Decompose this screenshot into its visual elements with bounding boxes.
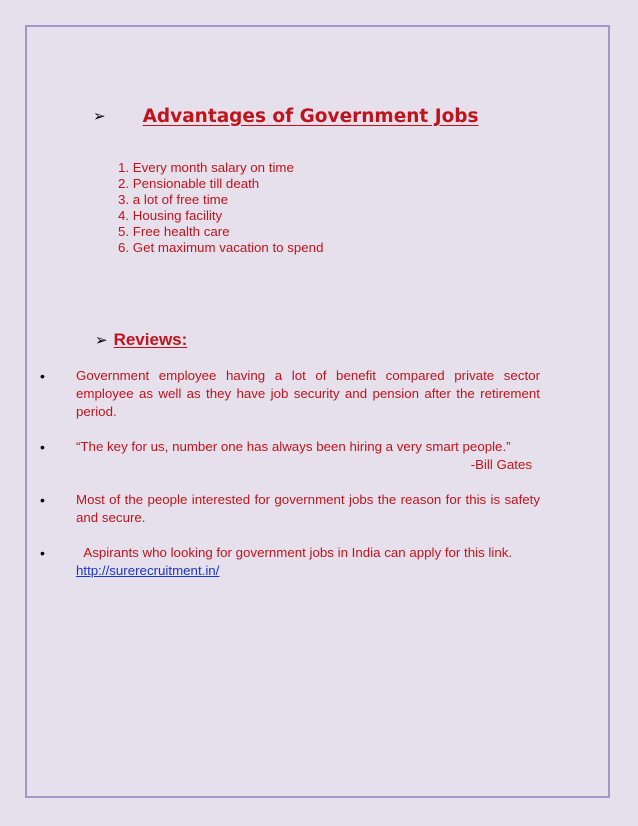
advantages-heading: Advantages of Government Jobs — [142, 105, 479, 127]
list-item: 2. Pensionable till death — [118, 176, 260, 191]
advantages-heading-row — [93, 98, 479, 134]
quote-author: -Bill Gates — [470, 457, 532, 472]
recruitment-link[interactable]: http://surerecruitment.in/ — [76, 563, 220, 578]
review-item — [40, 544, 540, 580]
list-item: 4. Housing facility — [118, 208, 223, 223]
bullet-dot-icon: • — [40, 439, 45, 455]
reviews-list — [40, 367, 540, 597]
review-text: Most of the people interested for government jobs the reason for this is safety and secure. — [76, 492, 540, 525]
list-item: 3. a lot of free time — [118, 192, 229, 207]
bullet-dot-icon: • — [40, 368, 45, 384]
list-item: 1. Every month salary on time — [118, 160, 294, 175]
review-item — [40, 491, 540, 527]
reviews-heading: Reviews: — [113, 330, 188, 349]
review-text: Aspirants who looking for government jobs in India can apply for this link. — [76, 545, 516, 560]
arrow-bullet-icon: ➢ — [95, 330, 108, 349]
review-quote-block — [76, 438, 540, 474]
review-text: Government employee having a lot of benefit compared private sector employee as well as they have job security and pension after the retirement period. — [76, 368, 540, 419]
reviews-heading-row — [95, 330, 187, 350]
list-item: 6. Get maximum vacation to spend — [118, 240, 324, 255]
review-quote: “The key for us, number one has always been hiring a very smart people.” — [76, 439, 511, 454]
bullet-dot-icon: • — [40, 545, 45, 561]
review-item — [40, 367, 540, 421]
advantages-list — [118, 160, 323, 256]
review-item — [40, 438, 540, 474]
arrow-bullet-icon: ➢ — [93, 106, 106, 125]
list-item: 5. Free health care — [118, 224, 230, 239]
review-text-with-link — [76, 544, 540, 580]
bullet-dot-icon: • — [40, 492, 45, 508]
